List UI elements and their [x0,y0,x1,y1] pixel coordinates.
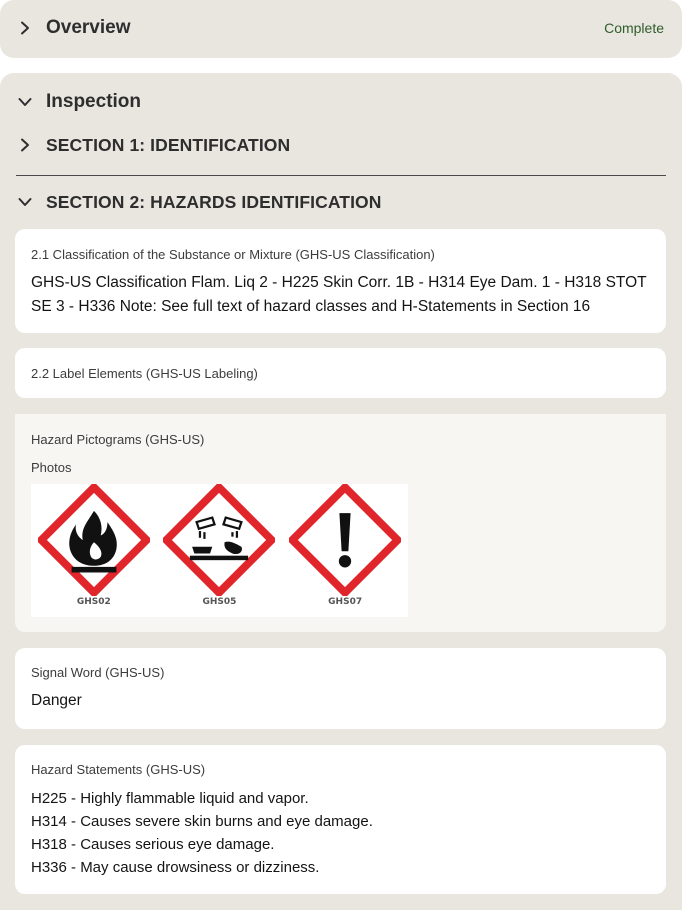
hazard-statements-label: Hazard Statements (GHS-US) [31,762,206,777]
hazard-statement: H314 - Causes severe skin burns and eye damage. [31,813,373,830]
pictogram-code: GHS02 [76,597,111,607]
divider [16,175,666,176]
pictogram-ghs07 [285,484,405,607]
pictograms-photo[interactable] [31,484,408,617]
hazard-statement: H318 - Causes serious eye damage. [31,836,275,853]
label-elements-label: 2.2 Label Elements (GHS-US Labeling) [31,366,258,381]
exclamation-icon [289,484,401,596]
classification-text: GHS-US Classification Flam. Liq 2 - H225 Skin Corr. 1B - H314 Eye Dam. 1 - H318 STOT SE 3 - H336 Note: See full text of hazard classes and H-Statements in Section 16 [31,274,647,315]
photos-label: Photos [31,460,72,475]
label-elements-card [15,348,666,398]
corrosion-icon [163,484,275,596]
overview-title: Overview [46,17,131,38]
signal-word-card [15,648,666,729]
classification-label: 2.1 Classification of the Substance or Mixture (GHS-US Classification) [31,247,435,262]
pictograms-card [15,414,666,632]
chevron-right-icon [18,17,40,39]
flame-icon [38,484,150,596]
signal-word-label: Signal Word (GHS-US) [31,665,165,680]
chevron-down-icon [18,91,40,113]
signal-word-value: Danger [31,692,82,709]
section2-header[interactable] [18,191,664,213]
overview-panel [0,0,682,58]
hazard-statement: H336 - May cause drowsiness or dizziness. [31,859,320,876]
classification-card [15,229,666,333]
pictogram-ghs02 [34,484,154,607]
inspection-header[interactable] [18,91,664,113]
hazard-statements-card [15,745,666,894]
pictogram-code: GHS07 [328,597,363,607]
chevron-down-icon [18,191,40,213]
section2-title: SECTION 2: HAZARDS IDENTIFICATION [46,191,382,212]
pictogram-ghs05 [159,484,279,607]
pictograms-label: Hazard Pictograms (GHS-US) [31,432,205,447]
section1-header[interactable] [18,134,664,156]
hazard-statement: H225 - Highly flammable liquid and vapor. [31,790,309,807]
overview-header[interactable] [18,17,664,39]
inspection-panel [0,73,682,910]
chevron-right-icon [18,134,40,156]
pictogram-code: GHS05 [202,597,237,607]
inspection-title: Inspection [46,91,142,112]
section1-title: SECTION 1: IDENTIFICATION [46,134,291,155]
status-badge: Complete [604,20,664,36]
